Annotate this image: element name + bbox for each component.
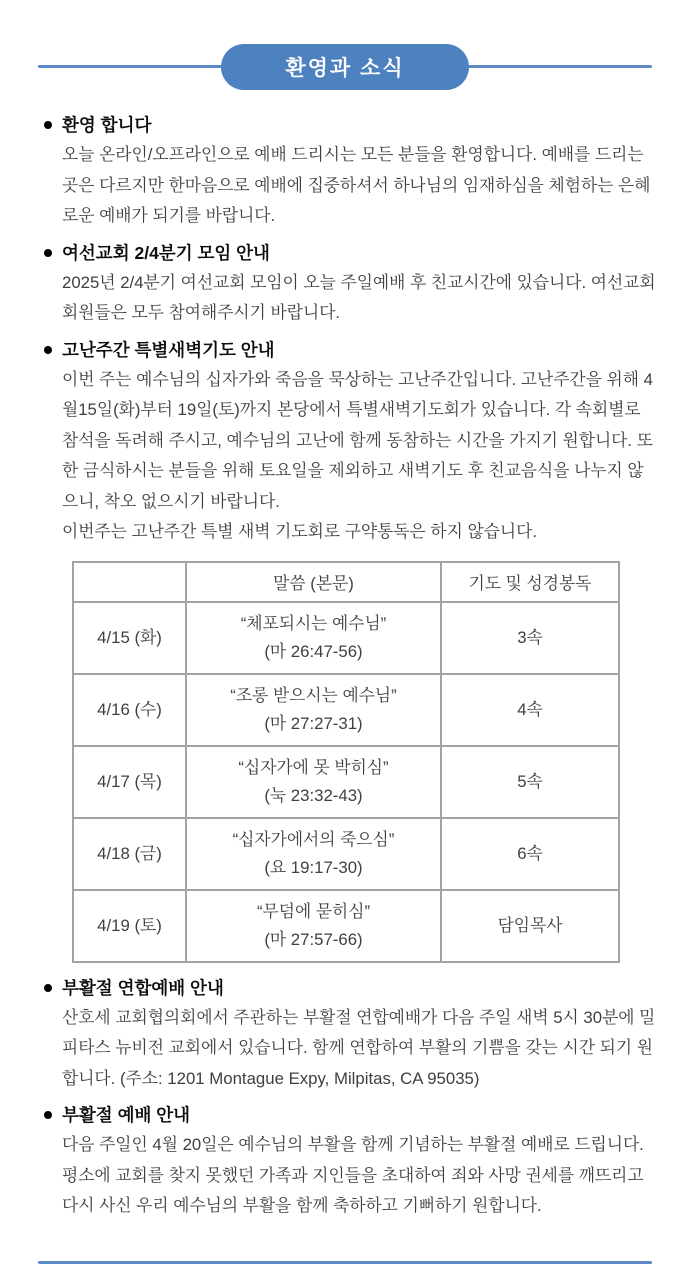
- badge-label: 환영과 소식: [285, 57, 405, 80]
- cell-sermon: [186, 746, 441, 818]
- cell-sermon: [186, 818, 441, 890]
- section-title: 환영 합니다: [62, 115, 152, 135]
- col-header-sermon: 말씀 (본문): [186, 562, 441, 602]
- table-row: [73, 746, 619, 818]
- table-row: [73, 674, 619, 746]
- section-body-text: 다음 주일인 4월 20일은 예수님의 부활을 함께 기념하는 부활절 예배로 드립니다. 평소에 교회를 찾지 못했던 가족과 지인들을 초대하여 죄와 사망 권세를 깨뜨리고 다시 사신 우리 예수님의 부활을 함께 축하하고 기뻐하기 원합니다.: [62, 1135, 644, 1215]
- cell-leader: 3속: [441, 602, 619, 674]
- section-note-text: 이번주는 고난주간 특별 새벽 기도회로 구약통독은 하지 않습니다.: [62, 522, 537, 541]
- sermon-title: “십자가에서의 죽으심”: [232, 829, 395, 849]
- prayer-schedule-table: [72, 561, 620, 963]
- cell-date: 4/18 (금): [73, 818, 186, 890]
- scripture-ref: (눅 23:32-43): [264, 785, 363, 805]
- bullet-icon: [44, 346, 52, 354]
- cell-leader: 4속: [441, 674, 619, 746]
- section-heading-row: [42, 975, 656, 1001]
- footer-divider-line: [38, 1261, 652, 1264]
- section-womens-meeting: [42, 240, 656, 329]
- section-heading-row: [42, 112, 656, 138]
- table-header-row: [73, 562, 619, 602]
- cell-sermon: [186, 890, 441, 962]
- section-title: 부활절 예배 안내: [62, 1105, 191, 1125]
- bullet-icon: [44, 1111, 52, 1119]
- section-body-text: 이번 주는 예수님의 십자가와 죽음을 묵상하는 고난주간입니다. 고난주간을 위해 4월15일(화)부터 19일(토)까지 본당에서 특별새벽기도회가 있습니다. 각 속회별로 참석을 독려해 주시고, 예수님의 고난에 함께 동참하는 시간을 가지기 원합니다. 또한 금식하시는 분들을 위해 토요일을 제외하고 새벽기도 후 친교음식을 나누지 않으니, 착오 없으시기 바랍니다.: [62, 369, 653, 511]
- scripture-ref: (마 27:27-31): [264, 713, 363, 733]
- cell-leader: 6속: [441, 818, 619, 890]
- sermon-title: “십자가에 못 박히심”: [238, 757, 389, 777]
- cell-date: 4/15 (화): [73, 602, 186, 674]
- section-title: 부활절 연합예배 안내: [62, 977, 224, 998]
- sermon-title: “조롱 받으시는 예수님”: [230, 685, 397, 705]
- table-row: [73, 602, 619, 674]
- section-title: 고난주간 특별새벽기도 안내: [62, 339, 275, 360]
- cell-sermon: [186, 674, 441, 746]
- cell-leader: 담임목사: [441, 890, 619, 962]
- sermon-title: “체포되시는 예수님”: [240, 613, 387, 633]
- table-row: [73, 890, 619, 962]
- section-header-banner: [0, 0, 690, 100]
- table-row: [73, 818, 619, 890]
- col-header-prayer-reading: 기도 및 성경봉독: [441, 562, 619, 602]
- cell-date: 4/16 (수): [73, 674, 186, 746]
- section-easter-union-service: [42, 975, 656, 1095]
- scripture-ref: (요 19:17-30): [264, 857, 363, 877]
- scripture-ref: (마 27:57-66): [264, 929, 363, 949]
- sermon-title: “무덤에 묻히심”: [256, 901, 371, 921]
- section-title: 여선교회 2/4분기 모임 안내: [62, 242, 270, 263]
- section-body-text: 오늘 온라인/오프라인으로 예배 드리시는 모든 분들을 환영합니다. 예배를 드리는 곳은 다르지만 한마음으로 예배에 집중하셔서 하나님의 임재하심을 체험하는 은혜로운 예배가 되기를 바랍니다.: [62, 145, 651, 225]
- cell-date: 4/17 (목): [73, 746, 186, 818]
- section-easter-service: [42, 1102, 656, 1222]
- bulletin-content: [0, 100, 690, 1222]
- welcome-news-badge: [221, 44, 469, 90]
- cell-sermon: [186, 602, 441, 674]
- col-header-date: [73, 562, 186, 602]
- section-heading-row: [42, 1102, 656, 1128]
- cell-date: 4/19 (토): [73, 890, 186, 962]
- section-heading-row: [42, 337, 656, 363]
- bullet-icon: [44, 249, 52, 257]
- section-welcome: [42, 112, 656, 232]
- section-heading-row: [42, 240, 656, 266]
- scripture-ref: (마 26:47-56): [264, 641, 363, 661]
- section-body-text: 2025년 2/4분기 여선교회 모임이 오늘 주일예배 후 친교시간에 있습니다. 여선교회 회원들은 모두 참여해주시기 바랍니다.: [62, 272, 656, 322]
- cell-leader: 5속: [441, 746, 619, 818]
- section-passion-week-prayer: [42, 337, 656, 963]
- bullet-icon: [44, 121, 52, 129]
- bullet-icon: [44, 984, 52, 992]
- section-body-text: 산호세 교회협의회에서 주관하는 부활절 연합예배가 다음 주일 새벽 5시 30분에 밀피타스 뉴비전 교회에서 있습니다. 함께 연합하여 부활의 기쁨을 갖는 시간 되기 원합니다. (주소: 1201 Montague Expy, Milpitas, CA 95035): [62, 1007, 656, 1088]
